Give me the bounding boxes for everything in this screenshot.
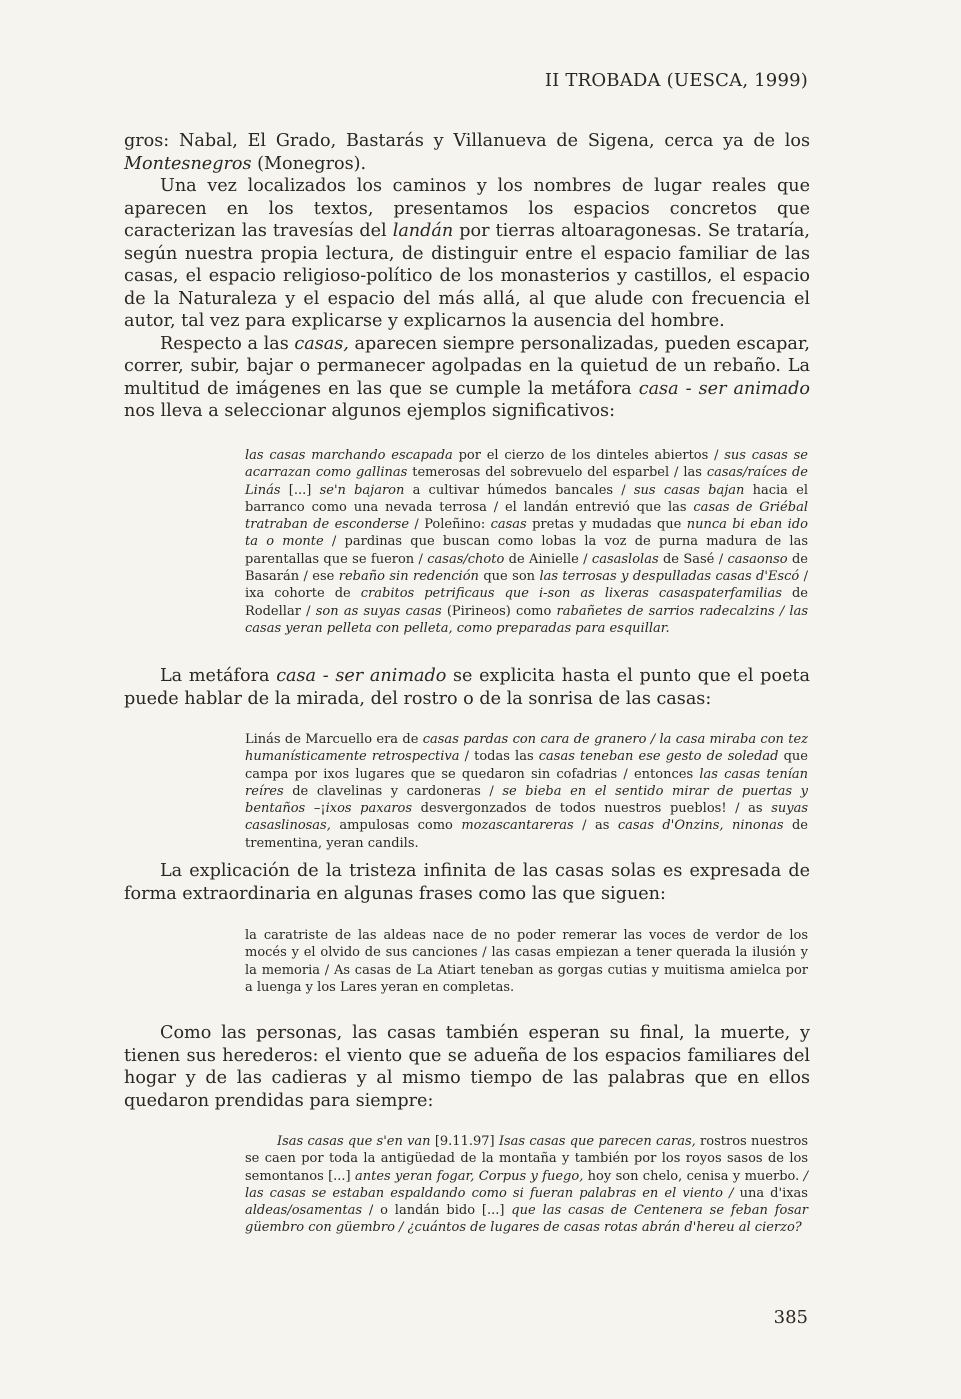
paragraph-casas xyxy=(124,333,810,423)
quote-text xyxy=(245,927,808,996)
paragraph-metafora xyxy=(124,665,810,710)
italic-text-run: casaslolas xyxy=(591,551,659,567)
italic-text-run: se bieba en el sentido mirar de puertas y bentaños xyxy=(245,783,809,817)
block-quote-4 xyxy=(245,1133,808,1237)
paragraph-tristeza xyxy=(124,860,810,905)
italic-text-run: sus casas se acarrazan como gallinas xyxy=(245,448,808,481)
italic-text-run: casas, xyxy=(294,333,349,354)
italic-text-run: suyas casaslinosas, xyxy=(245,801,808,834)
text-run: aparecen siempre personalizadas, pueden escapar, correr, subir, bajar o permanecer agolpadas en la quietud de un rebaño. La multitud de imágenes en las que se cumple la metáfora xyxy=(124,333,810,399)
text-run: / Poleñino: xyxy=(409,517,491,533)
italic-text-run: ixos paxaros xyxy=(325,801,413,817)
italic-text-run: sus casas bajan xyxy=(633,482,745,498)
paragraph-herederos xyxy=(124,1022,810,1112)
quote-text xyxy=(245,1133,808,1237)
text-run: –¡ xyxy=(305,801,326,817)
text-run: / as xyxy=(573,818,618,834)
italic-text-run: casas de Griébal tratraban de esconderse xyxy=(245,499,808,533)
text-run: Respecto a las xyxy=(160,333,295,354)
italic-text-run: son as suyas casas xyxy=(315,603,442,619)
block-quote-1 xyxy=(245,447,808,637)
italic-text-run: crabitos petrificaus que i-son as lixeras casaspaterfamilias xyxy=(360,586,782,602)
italic-text-run: casas teneban ese gesto de soledad xyxy=(538,749,779,765)
running-header: II TROBADA (UESCA, 1999) xyxy=(544,70,808,91)
text-run: de Ainielle / xyxy=(504,551,592,567)
body-text-block-2 xyxy=(124,665,810,710)
text-run: gros: Nabal, El Grado, Bastarás y Villanueva de Sigena, cerca ya de los xyxy=(124,131,810,151)
text-run: desvergonzados de todos nuestros pueblos! / as xyxy=(412,801,772,817)
italic-text-run: Isas casas que s'en van xyxy=(277,1134,431,1149)
italic-text-run: rabañetes de sarrios radecalzins / las casas yeran pelleta con pelleta, como preparadas para esquillar. xyxy=(245,603,809,636)
paragraph-continuation xyxy=(124,130,810,175)
text-run: / o landán bido [...] xyxy=(362,1203,512,1219)
italic-text-run: casas/raíces de Linás xyxy=(245,465,808,498)
text-run: La explicación de la tristeza infinita de las casas solas es expresada de forma extraordinaria en algunas frases como las que siguen: xyxy=(124,861,810,904)
text-run: temerosas del sobrevuelo del esparbel / las xyxy=(407,465,707,481)
body-text-block-1 xyxy=(124,130,810,423)
italic-text-run: antes yeran fogar, Corpus y fuego, xyxy=(354,1168,584,1184)
text-run: Como las personas, las casas también esperan su final, la muerte, y tienen sus herederos: el viento que se adueña de los espacios familiares del hogar y de las cadieras y al mismo tiempo de las palabras que en ellos quedaron prendidas para siempre: xyxy=(124,1023,810,1111)
italic-text-run: se'n bajaron xyxy=(319,482,405,498)
body-text-block-4 xyxy=(124,1022,810,1112)
text-run: nos lleva a seleccionar algunos ejemplos significativos: xyxy=(124,401,616,421)
italic-text-run: casas/choto xyxy=(427,551,505,567)
page-number: 385 xyxy=(773,1307,808,1328)
text-run: a cultivar húmedos bancales / xyxy=(404,482,634,498)
text-run: por el cierzo de los dinteles abiertos / xyxy=(452,448,725,463)
text-run: [...] xyxy=(280,482,320,498)
italic-text-run: casaonso xyxy=(727,551,788,567)
text-run: de clavelinas y cardoneras / xyxy=(283,783,503,799)
italic-text-run: casas d'Onzins, ninonas xyxy=(617,818,784,834)
italic-text-run: / las casas se estaban espaldando como si fueran palabras en el viento / xyxy=(245,1168,808,1201)
italic-text-run: nunca bi eban ido ta o monte xyxy=(245,517,808,550)
text-run: [9.11.97] xyxy=(430,1134,499,1149)
body-text-block-3 xyxy=(124,860,810,905)
italic-text-run: aldeas/osamentas xyxy=(245,1203,363,1219)
text-run: una d'ixas xyxy=(733,1185,808,1201)
text-run: de trementina, yeran candils. xyxy=(245,818,808,851)
text-run: / ixa cohorte de xyxy=(245,569,809,602)
italic-text-run: las terrosas y despulladas casas d'Escó xyxy=(539,569,800,585)
text-run: rostros nuestros se caen por toda la antigüedad de la montaña y también por los royos sasos de los semontanos [...] xyxy=(245,1134,808,1184)
italic-text-run: las casas tenían reíres xyxy=(245,766,808,799)
text-run: pretas y mudadas que xyxy=(526,517,687,533)
text-run: ampulosas como xyxy=(330,818,462,834)
text-run: (Pirineos) como xyxy=(441,603,557,619)
text-run: de Basarán / ese xyxy=(245,551,808,585)
italic-text-run: casa - ser animado xyxy=(276,666,447,686)
text-run: La metáfora xyxy=(160,666,277,686)
block-quote-2 xyxy=(245,731,808,852)
italic-text-run: las casas marchando escapada xyxy=(245,448,453,463)
text-run: de Sasé / xyxy=(658,551,728,567)
paragraph-caminos xyxy=(124,175,810,333)
italic-text-run: mozascantareras xyxy=(461,818,574,834)
quote-text xyxy=(245,731,808,852)
italic-text-run: casas pardas con cara de granero / la casa miraba con tez humanísticamente retrospectiva xyxy=(245,732,808,765)
text-run: (Monegros). xyxy=(251,153,367,174)
italic-text-run: rebaño sin redención xyxy=(338,569,479,585)
italic-text-run: casas xyxy=(490,517,527,533)
text-run: Una vez localizados los caminos y los nombres de lugar reales que aparecen en los textos, presentamos los espacios concretos que caracterizan las travesías del xyxy=(124,176,810,241)
text-run: hacia el barranco como una nevada terrosa / el landán entrevió que las xyxy=(245,482,808,515)
text-run: la caratriste de las aldeas nace de no poder remerar las voces de verdor de los mocés y el olvido de sus canciones / las casas empiezan a tener querada la ilusión y la memoria / As casas de La Atiart teneban as gorgas cutias y muitisma amielca por a luenga y los Lares yeran en completas. xyxy=(245,928,808,995)
italic-text-run: que las casas de Centenera se feban fosar güembro con güembro / ¿cuántos de lugares de casas rotas abrán d'hereu al cierzo? xyxy=(245,1203,808,1236)
block-quote-3 xyxy=(245,927,808,996)
italic-text-run: landán xyxy=(392,221,454,241)
text-run: / todas las xyxy=(459,749,539,765)
text-run: que son xyxy=(478,569,540,585)
text-run: / pardinas que buscan como lobas la voz de purna madura de las parentallas que se fueron / xyxy=(245,534,808,567)
quote-text xyxy=(245,447,808,637)
italic-text-run: Montesnegros xyxy=(124,153,252,174)
text-run: por tierras altoaragonesas. Se trataría, según nuestra propia lectura, de distinguir entre el espacio familiar de las casas, el espacio religioso-político de los monasterios y castillos, el espacio de la Naturaleza y el espacio del más allá, al que alude con frecuencia el autor, tal vez para explicarse y explicarnos la ausencia del hombre. xyxy=(124,221,810,331)
text-run: Linás de Marcuello era de xyxy=(245,732,423,747)
text-run: hoy son chelo, cenisa y muerbo. xyxy=(583,1168,804,1184)
text-run: de Rodellar / xyxy=(245,586,808,619)
italic-text-run: Isas casas que parecen caras, xyxy=(498,1134,696,1149)
text-run: que campa por ixos lugares que se quedaron sin cofadrias / entonces xyxy=(245,749,808,782)
italic-text-run: casa - ser animado xyxy=(638,378,811,399)
text-run: se explicita hasta el punto que el poeta puede hablar de la mirada, del rostro o de la sonrisa de las casas: xyxy=(124,666,810,709)
